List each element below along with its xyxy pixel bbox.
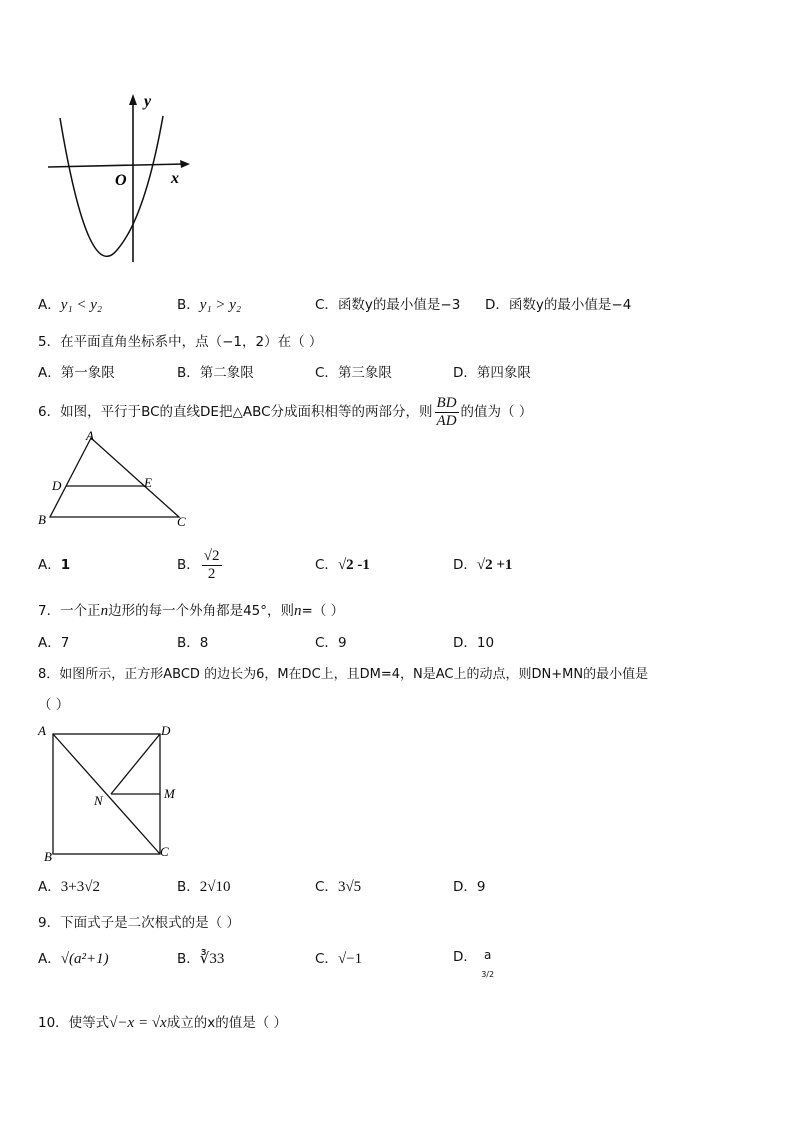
q4-option-a-text: y₁ < y₂ <box>60 297 103 313</box>
label-a: A <box>38 723 46 738</box>
label-d: D <box>52 478 62 493</box>
q10-stem: 10．使等式√−x = √x成立的x的值是（ ） <box>38 1015 287 1031</box>
q5-option-d[interactable]: D．第四象限 <box>453 365 531 381</box>
q9-stem: 9．下面式子是二次根式的是（ ） <box>38 915 240 931</box>
label-n: N <box>94 793 103 808</box>
q4-option-b-text: y₁ > y₂ <box>199 297 242 313</box>
label-d: D <box>161 723 171 738</box>
q9-option-d-bottom: 3/2 <box>481 970 495 979</box>
label-b: B <box>44 849 52 864</box>
q6-option-a[interactable]: A．1 <box>38 557 71 573</box>
q8-stem-line2: （ ） <box>38 697 70 713</box>
q7-option-a[interactable]: A．7 <box>38 635 70 651</box>
q6-option-b[interactable]: B． $\frac{√2}{2}$ <box>177 547 220 582</box>
q5-option-a[interactable]: A．第一象限 <box>38 365 115 381</box>
q5-stem: 5．在平面直角坐标系中，点（−1，2）在（ ） <box>38 334 323 350</box>
q5-option-b[interactable]: B．第二象限 <box>177 365 254 381</box>
q7-option-c[interactable]: C．9 <box>315 635 347 651</box>
triangle-figure <box>36 428 196 532</box>
q6-fraction: $\frac{BD}{AD}$ <box>436 394 457 429</box>
q8-option-b[interactable]: B．2√10 <box>177 879 231 895</box>
label-m: M <box>164 786 175 801</box>
label-c: C <box>177 514 186 529</box>
x-axis-label: x <box>171 170 179 187</box>
q4-option-c[interactable]: C．函数y的最小值是−3 <box>315 297 461 313</box>
parabola-graph <box>40 88 200 268</box>
q9-option-d-top: a <box>483 948 492 962</box>
q9-option-c[interactable]: C．√−1 <box>315 951 363 967</box>
q8-option-a[interactable]: A．3+3√2 <box>38 879 100 895</box>
q6-option-c[interactable]: C．√2 -1 <box>315 557 370 573</box>
y-axis-arrow <box>129 94 137 105</box>
x-axis-arrow <box>180 160 190 168</box>
label-a: A <box>86 428 94 443</box>
q8-option-d[interactable]: D．9 <box>453 879 486 895</box>
square-figure <box>34 718 194 866</box>
q4-option-a[interactable]: A．y₁ < y₂ <box>38 297 103 313</box>
label-b: B <box>38 512 46 527</box>
q4-option-d[interactable]: D．函数y的最小值是−4 <box>485 297 632 313</box>
q4-option-d-text: 函数y的最小值是−4 <box>508 297 632 313</box>
origin-label: O <box>115 172 127 189</box>
q5-option-c[interactable]: C．第三象限 <box>315 365 392 381</box>
q4-option-b[interactable]: B．y₁ > y₂ <box>177 297 242 313</box>
label-e: E <box>144 475 152 490</box>
q6-stem: 6．如图，平行于BC的直线DE把△ABC分成面积相等的两部分，则 $\frac{BD}{AD}$ 的值为（ ） <box>38 394 533 429</box>
q7-stem: 7．一个正n边形的每一个外角都是45°，则n=（ ） <box>38 603 345 619</box>
triangle-abc <box>50 438 179 517</box>
q9-option-a[interactable]: A．√(a²+1) <box>38 951 109 967</box>
y-axis-label: y <box>144 93 152 110</box>
q9-option-b[interactable]: B．∛33 <box>177 951 225 967</box>
segment-dn <box>111 734 160 794</box>
q8-option-c[interactable]: C．3√5 <box>315 879 362 895</box>
label-c: C <box>160 844 169 859</box>
q8-stem: 8．如图所示，正方形ABCD 的边长为6，M在DC上，且DM=4，N是AC上的动点，则DN+MN的最小值是 <box>38 667 649 682</box>
q7-option-d[interactable]: D．10 <box>453 635 495 651</box>
q9-option-d[interactable]: D． a 3/2 <box>453 948 495 979</box>
q4-option-c-text: 函数y的最小值是−3 <box>337 297 461 313</box>
q7-option-b[interactable]: B．8 <box>177 635 209 651</box>
parabola-curve <box>60 116 163 256</box>
q6-option-d[interactable]: D．√2 +1 <box>453 557 513 573</box>
